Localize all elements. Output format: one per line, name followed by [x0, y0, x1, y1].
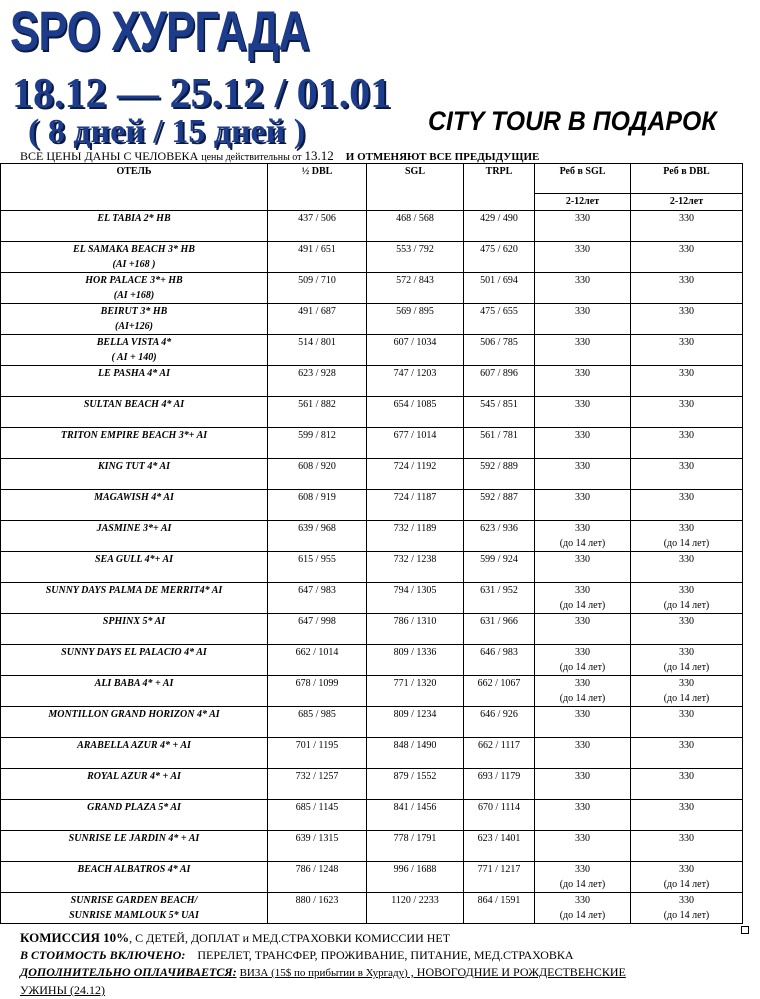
hotel-name-cell	[1, 490, 268, 521]
price-child-dbl-cell	[631, 366, 743, 397]
price-child-sgl-cell	[535, 583, 631, 614]
extra-line	[20, 964, 626, 982]
hotel-name: ROYAL AZUR 4* + AI	[87, 771, 181, 782]
price-trpl: 670 / 1114	[464, 800, 535, 831]
price-child-dbl-cell	[631, 211, 743, 242]
price-child-sgl-cell	[535, 831, 631, 862]
price-child-sgl-age-note: (до 14 лет)	[559, 693, 606, 704]
price-trpl: 501 / 694	[464, 273, 535, 304]
price-sgl: 996 / 1688	[367, 862, 464, 893]
price-child-sgl: 330	[575, 492, 590, 503]
hotel-name-cell	[1, 738, 268, 769]
price-trpl: 662 / 1067	[464, 676, 535, 707]
extra-text-2: УЖИНЫ (24.12)	[20, 983, 106, 997]
price-child-dbl-cell	[631, 583, 743, 614]
price-dbl: 647 / 998	[268, 614, 367, 645]
price-child-sgl: 330	[575, 585, 590, 596]
price-trpl: 771 / 1217	[464, 862, 535, 893]
price-child-sgl: 330	[575, 833, 590, 844]
price-child-dbl-cell	[631, 893, 743, 924]
price-dbl: 685 / 1145	[268, 800, 367, 831]
price-sgl: 654 / 1085	[367, 397, 464, 428]
price-child-dbl: 330	[679, 430, 694, 441]
header-sgl: SGL	[367, 164, 464, 211]
included-text: ПЕРЕЛЕТ, ТРАНСФЕР, ПРОЖИВАНИЕ, ПИТАНИЕ, МЕД.СТРАХОВКА	[197, 948, 574, 962]
price-child-dbl: 330	[679, 647, 694, 658]
hotel-name: ALI BABA 4* + AI	[94, 678, 174, 689]
included-label: В СТОИМОСТЬ ВКЛЮЧЕНО:	[20, 948, 186, 962]
price-child-sgl-cell	[535, 428, 631, 459]
price-dbl: 599 / 812	[268, 428, 367, 459]
price-trpl: 592 / 889	[464, 459, 535, 490]
price-child-dbl-cell	[631, 614, 743, 645]
hotel-name: EL SAMAKA BEACH 3* HB	[73, 244, 195, 255]
table-row	[1, 552, 743, 583]
price-sgl: 553 / 792	[367, 242, 464, 273]
price-child-dbl-cell	[631, 397, 743, 428]
price-child-dbl: 330	[679, 771, 694, 782]
price-dbl: 491 / 651	[268, 242, 367, 273]
table-row	[1, 304, 743, 335]
price-child-sgl-age-note: (до 14 лет)	[559, 600, 606, 611]
hotel-name: SEA GULL 4*+ AI	[94, 554, 174, 565]
price-child-sgl: 330	[575, 709, 590, 720]
price-child-dbl-cell	[631, 769, 743, 800]
hotel-name: BEACH ALBATROS 4* AI	[77, 864, 191, 875]
price-table	[0, 163, 743, 924]
price-child-sgl-age-note: (до 14 лет)	[559, 879, 606, 890]
price-dbl: 615 / 955	[268, 552, 367, 583]
table-row	[1, 738, 743, 769]
price-child-sgl-cell	[535, 738, 631, 769]
hotel-name-cell	[1, 273, 268, 304]
price-child-dbl-cell	[631, 521, 743, 552]
price-child-dbl-cell	[631, 242, 743, 273]
price-child-sgl-cell	[535, 614, 631, 645]
extra-line-2	[20, 982, 626, 999]
price-child-dbl: 330	[679, 709, 694, 720]
hotel-note: ( AI + 140)	[111, 352, 157, 363]
price-child-sgl-cell	[535, 769, 631, 800]
commission-text: , С ДЕТЕЙ, ДОПЛАТ и МЕД.СТРАХОВКИ КОМИССИИ НЕТ	[129, 931, 451, 945]
price-child-sgl-cell	[535, 676, 631, 707]
price-dbl: 608 / 919	[268, 490, 367, 521]
price-child-sgl-cell	[535, 366, 631, 397]
header-child-dbl-age: 2-12лет	[631, 194, 743, 211]
price-child-dbl-cell	[631, 831, 743, 862]
price-dbl: 662 / 1014	[268, 645, 367, 676]
price-dbl: 491 / 687	[268, 304, 367, 335]
table-row	[1, 428, 743, 459]
header-child-sgl-age: 2-12лет	[535, 194, 631, 211]
table-row	[1, 273, 743, 304]
price-child-dbl: 330	[679, 523, 694, 534]
hotel-name: SUNRISE GARDEN BEACH/	[70, 895, 198, 906]
price-dbl: 647 / 983	[268, 583, 367, 614]
price-child-dbl: 330	[679, 337, 694, 348]
price-child-dbl-cell	[631, 335, 743, 366]
price-child-dbl: 330	[679, 275, 694, 286]
table-row	[1, 769, 743, 800]
notice-date: 13.12	[304, 148, 334, 163]
hotel-name-cell	[1, 211, 268, 242]
hotel-note: SUNRISE MAMLOUK 5* UAI	[69, 910, 199, 921]
price-trpl: 662 / 1117	[464, 738, 535, 769]
table-row	[1, 862, 743, 893]
price-child-sgl: 330	[575, 864, 590, 875]
price-sgl: 809 / 1336	[367, 645, 464, 676]
price-trpl: 623 / 936	[464, 521, 535, 552]
price-sgl: 677 / 1014	[367, 428, 464, 459]
hotel-name-cell	[1, 707, 268, 738]
price-trpl: 475 / 620	[464, 242, 535, 273]
price-child-dbl-age-note: (до 14 лет)	[663, 600, 710, 611]
price-rows	[1, 211, 743, 924]
price-dbl: 786 / 1248	[268, 862, 367, 893]
hotel-name: BEIRUT 3* HB	[100, 306, 168, 317]
hotel-name: LE PASHA 4* AI	[98, 368, 170, 379]
price-child-dbl: 330	[679, 802, 694, 813]
price-child-dbl: 330	[679, 306, 694, 317]
table-row	[1, 645, 743, 676]
hotel-name-cell	[1, 676, 268, 707]
price-child-dbl-cell	[631, 676, 743, 707]
price-child-sgl-cell	[535, 459, 631, 490]
price-sgl: 732 / 1238	[367, 552, 464, 583]
price-child-sgl: 330	[575, 368, 590, 379]
hotel-name-cell	[1, 459, 268, 490]
price-sgl: 569 / 895	[367, 304, 464, 335]
price-dbl: 437 / 506	[268, 211, 367, 242]
price-dbl: 639 / 968	[268, 521, 367, 552]
hotel-name: SUNNY DAYS PALMA DE MERRIT4* AI	[45, 585, 223, 596]
price-child-sgl-cell	[535, 242, 631, 273]
hotel-name-cell	[1, 769, 268, 800]
price-child-dbl: 330	[679, 554, 694, 565]
price-notice	[20, 148, 539, 164]
hotel-name: ARABELLA AZUR 4* + AI	[77, 740, 191, 751]
price-trpl: 646 / 983	[464, 645, 535, 676]
table-row	[1, 583, 743, 614]
price-child-sgl: 330	[575, 740, 590, 751]
hotel-name: TRITON EMPIRE BEACH 3*+ AI	[60, 430, 208, 441]
price-child-sgl: 330	[575, 523, 590, 534]
hotel-name-cell	[1, 552, 268, 583]
price-child-sgl-cell	[535, 304, 631, 335]
price-trpl: 693 / 1179	[464, 769, 535, 800]
price-trpl: 623 / 1401	[464, 831, 535, 862]
hotel-name-cell	[1, 521, 268, 552]
price-sgl: 747 / 1203	[367, 366, 464, 397]
price-child-sgl-cell	[535, 273, 631, 304]
hotel-name-cell	[1, 862, 268, 893]
price-trpl: 561 / 781	[464, 428, 535, 459]
price-sgl: 786 / 1310	[367, 614, 464, 645]
price-child-dbl-age-note: (до 14 лет)	[663, 879, 710, 890]
hotel-name: GRAND PLAZA 5* AI	[87, 802, 181, 813]
price-dbl: 685 / 985	[268, 707, 367, 738]
price-child-sgl-age-note: (до 14 лет)	[559, 662, 606, 673]
price-child-sgl-cell	[535, 707, 631, 738]
price-dbl: 561 / 882	[268, 397, 367, 428]
price-sgl: 724 / 1192	[367, 459, 464, 490]
price-child-dbl-cell	[631, 428, 743, 459]
price-dbl: 732 / 1257	[268, 769, 367, 800]
hotel-name-cell	[1, 893, 268, 924]
price-child-dbl: 330	[679, 616, 694, 627]
table-corner-handle	[741, 926, 749, 934]
table-row	[1, 893, 743, 924]
price-child-sgl-cell	[535, 552, 631, 583]
hotel-name: MONTILLON GRAND HORIZON 4* AI	[48, 709, 220, 720]
price-trpl: 545 / 851	[464, 397, 535, 428]
hotel-name: SPHINX 5* AI	[102, 616, 166, 627]
price-child-dbl: 330	[679, 213, 694, 224]
price-sgl: 732 / 1189	[367, 521, 464, 552]
hotel-name: MAGAWISH 4* AI	[94, 492, 174, 503]
hotel-name-cell	[1, 304, 268, 335]
price-child-dbl: 330	[679, 244, 694, 255]
commission-line	[20, 929, 626, 947]
price-trpl: 429 / 490	[464, 211, 535, 242]
price-child-dbl-cell	[631, 459, 743, 490]
price-child-sgl: 330	[575, 616, 590, 627]
hotel-name-cell	[1, 335, 268, 366]
price-dbl: 880 / 1623	[268, 893, 367, 924]
price-child-sgl: 330	[575, 647, 590, 658]
price-dbl: 623 / 928	[268, 366, 367, 397]
price-dbl: 608 / 920	[268, 459, 367, 490]
main-title: SPO ХУРГАДА	[10, 0, 310, 62]
price-child-sgl-cell	[535, 645, 631, 676]
price-child-sgl: 330	[575, 895, 590, 906]
hotel-note: (AI +168)	[113, 290, 155, 301]
extra-visa: ВИЗА (15$ по прибытии в Хургаду)	[239, 967, 408, 979]
header-trpl: TRPL	[464, 164, 535, 211]
table-row	[1, 490, 743, 521]
price-sgl: 841 / 1456	[367, 800, 464, 831]
price-dbl: 678 / 1099	[268, 676, 367, 707]
included-line	[20, 947, 626, 964]
price-child-dbl: 330	[679, 368, 694, 379]
price-sgl: 809 / 1234	[367, 707, 464, 738]
price-trpl: 631 / 952	[464, 583, 535, 614]
price-trpl: 646 / 926	[464, 707, 535, 738]
table-row	[1, 800, 743, 831]
price-child-dbl-age-note: (до 14 лет)	[663, 538, 710, 549]
table-row	[1, 521, 743, 552]
price-trpl: 864 / 1591	[464, 893, 535, 924]
header-dbl: ½ DBL	[268, 164, 367, 211]
hotel-name-cell	[1, 614, 268, 645]
price-child-dbl: 330	[679, 461, 694, 472]
price-child-sgl: 330	[575, 554, 590, 565]
hotel-note: (AI +168 )	[112, 259, 156, 270]
price-child-sgl-cell	[535, 800, 631, 831]
price-sgl: 724 / 1187	[367, 490, 464, 521]
price-sgl: 771 / 1320	[367, 676, 464, 707]
price-child-sgl: 330	[575, 306, 590, 317]
price-child-dbl-age-note: (до 14 лет)	[663, 693, 710, 704]
price-child-dbl: 330	[679, 740, 694, 751]
price-child-dbl-cell	[631, 304, 743, 335]
price-child-dbl: 330	[679, 833, 694, 844]
table-row	[1, 242, 743, 273]
price-child-sgl-age-note: (до 14 лет)	[559, 910, 606, 921]
price-child-sgl-cell	[535, 397, 631, 428]
price-sgl: 848 / 1490	[367, 738, 464, 769]
table-row	[1, 397, 743, 428]
footer-notes	[20, 929, 626, 999]
price-child-sgl-cell	[535, 211, 631, 242]
hotel-name: EL TABIA 2* HB	[97, 213, 171, 224]
header-child-dbl: Реб в DBL	[631, 164, 743, 194]
notice-part3: И ОТМЕНЯЮТ ВСЕ ПРЕДЫДУЩИЕ	[345, 151, 540, 163]
price-trpl: 631 / 966	[464, 614, 535, 645]
price-child-dbl-cell	[631, 645, 743, 676]
hotel-name: KING TUT 4* AI	[97, 461, 171, 472]
price-sgl: 794 / 1305	[367, 583, 464, 614]
price-child-dbl-cell	[631, 707, 743, 738]
price-child-dbl-cell	[631, 862, 743, 893]
hotel-name-cell	[1, 831, 268, 862]
hotel-name-cell	[1, 366, 268, 397]
price-child-dbl-cell	[631, 738, 743, 769]
price-child-sgl: 330	[575, 771, 590, 782]
header-child-sgl: Реб в SGL	[535, 164, 631, 194]
hotel-name: HOR PALACE 3*+ HB	[85, 275, 183, 286]
price-child-sgl-age-note: (до 14 лет)	[559, 538, 606, 549]
price-sgl: 468 / 568	[367, 211, 464, 242]
table-row	[1, 211, 743, 242]
price-child-sgl-cell	[535, 862, 631, 893]
price-sgl: 879 / 1552	[367, 769, 464, 800]
price-dbl: 509 / 710	[268, 273, 367, 304]
price-dbl: 701 / 1195	[268, 738, 367, 769]
price-child-sgl: 330	[575, 337, 590, 348]
table-row	[1, 614, 743, 645]
price-trpl: 607 / 896	[464, 366, 535, 397]
hotel-name: SUNNY DAYS EL PALACIO 4* AI	[61, 647, 207, 658]
price-child-dbl-cell	[631, 490, 743, 521]
price-child-sgl-cell	[535, 893, 631, 924]
hotel-name-cell	[1, 428, 268, 459]
price-sgl: 778 / 1791	[367, 831, 464, 862]
table-row	[1, 676, 743, 707]
hotel-note: (AI+126)	[115, 321, 153, 332]
price-child-sgl: 330	[575, 430, 590, 441]
price-sgl: 1120 / 2233	[367, 893, 464, 924]
price-child-dbl: 330	[679, 492, 694, 503]
price-trpl: 592 / 887	[464, 490, 535, 521]
price-trpl: 599 / 924	[464, 552, 535, 583]
table-row	[1, 366, 743, 397]
promo-city-tour: CITY TOUR В ПОДАРОК	[428, 106, 717, 136]
hotel-name: JASMINE 3*+ AI	[96, 523, 172, 534]
price-child-sgl-cell	[535, 490, 631, 521]
price-child-dbl: 330	[679, 895, 694, 906]
price-child-dbl: 330	[679, 585, 694, 596]
hotel-name-cell	[1, 645, 268, 676]
table-row	[1, 707, 743, 738]
price-child-sgl-cell	[535, 335, 631, 366]
price-dbl: 514 / 801	[268, 335, 367, 366]
date-range: 18.12 — 25.12 / 01.01	[12, 71, 392, 117]
price-child-dbl-age-note: (до 14 лет)	[663, 662, 710, 673]
price-child-dbl-cell	[631, 800, 743, 831]
notice-part1: ВСЕ ЦЕНЫ ДАНЫ С ЧЕЛОВЕКА	[20, 149, 199, 163]
price-child-dbl-cell	[631, 552, 743, 583]
hotel-name-cell	[1, 242, 268, 273]
price-child-dbl: 330	[679, 399, 694, 410]
price-child-dbl: 330	[679, 864, 694, 875]
header-hotel: ОТЕЛЬ	[1, 164, 268, 211]
extra-text: , НОВОГОДНИЕ И РОЖДЕСТВЕНСКИЕ	[407, 965, 626, 979]
price-child-sgl: 330	[575, 244, 590, 255]
price-child-dbl-cell	[631, 273, 743, 304]
price-sgl: 607 / 1034	[367, 335, 464, 366]
hotel-name: SULTAN BEACH 4* AI	[83, 399, 185, 410]
hotel-name: SUNRISE LE JARDIN 4* + AI	[68, 833, 200, 844]
hotel-name-cell	[1, 397, 268, 428]
price-child-sgl-cell	[535, 521, 631, 552]
hotel-name-cell	[1, 583, 268, 614]
price-child-sgl: 330	[575, 802, 590, 813]
price-sgl: 572 / 843	[367, 273, 464, 304]
extra-label: ДОПОЛНИТЕЛЬНО ОПЛАЧИВАЕТСЯ:	[20, 965, 237, 979]
price-trpl: 475 / 655	[464, 304, 535, 335]
hotel-name-cell	[1, 800, 268, 831]
price-child-dbl-age-note: (до 14 лет)	[663, 910, 710, 921]
price-child-sgl: 330	[575, 399, 590, 410]
notice-part2: цены действительны от	[201, 152, 302, 163]
price-child-sgl: 330	[575, 213, 590, 224]
price-child-sgl: 330	[575, 678, 590, 689]
table-row	[1, 459, 743, 490]
table-row	[1, 335, 743, 366]
price-child-sgl: 330	[575, 275, 590, 286]
price-dbl: 639 / 1315	[268, 831, 367, 862]
table-row	[1, 831, 743, 862]
price-child-sgl: 330	[575, 461, 590, 472]
price-child-dbl: 330	[679, 678, 694, 689]
duration: ( 8 дней / 15 дней )	[28, 113, 306, 150]
price-trpl: 506 / 785	[464, 335, 535, 366]
hotel-name: BELLA VISTA 4*	[96, 337, 172, 348]
commission-label: КОМИССИЯ 10%	[20, 930, 130, 945]
